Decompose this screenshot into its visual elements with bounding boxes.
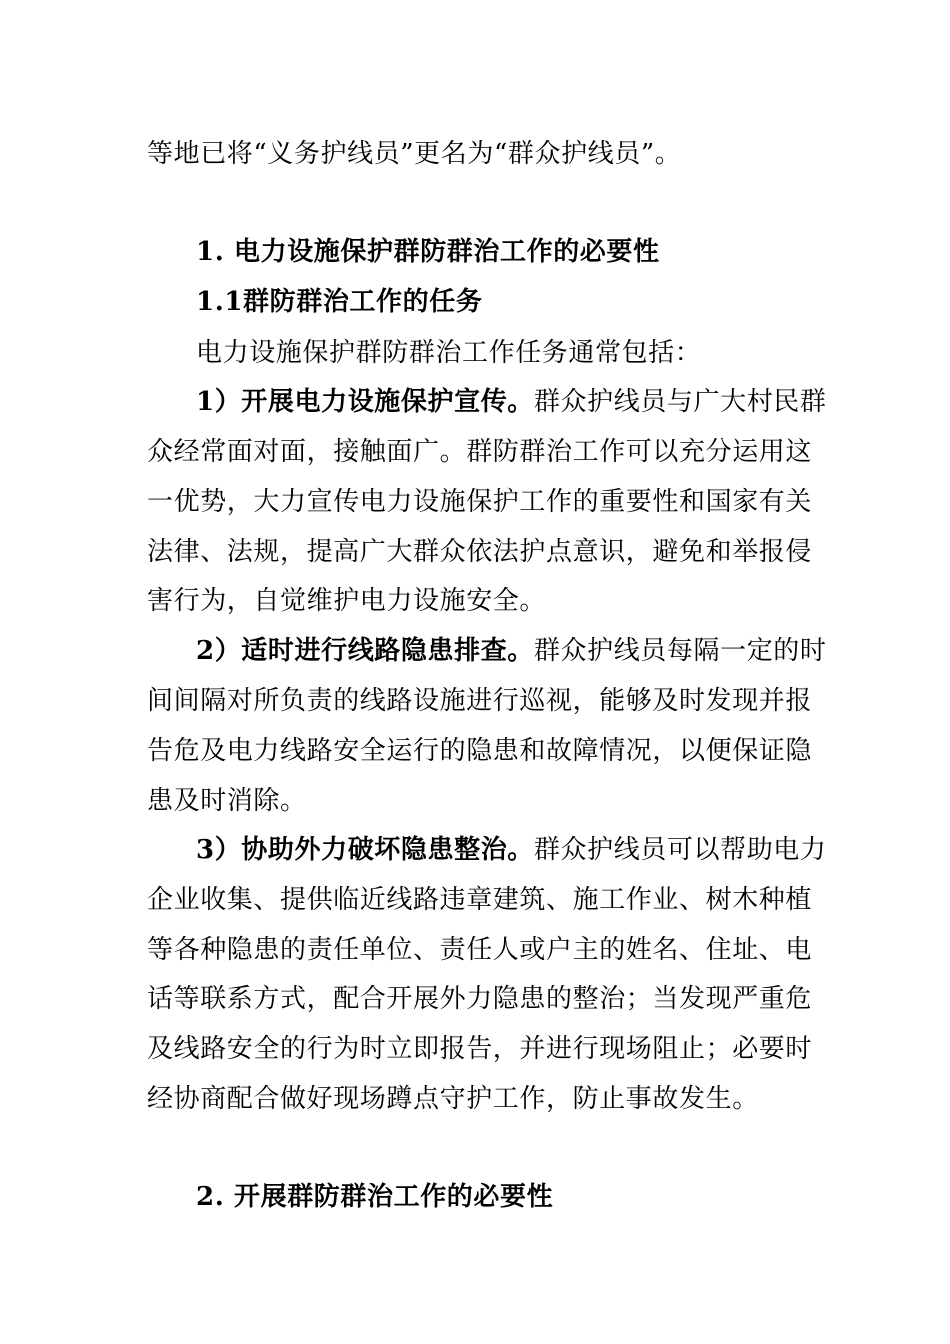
text-line: 等各种隐患的责任单位、责任人或户主的姓名、住址、电 — [147, 935, 813, 965]
subsection-heading-1-1: 1.1群防群治工作的任务 — [196, 287, 483, 317]
item-3-title: 3）协助外力破坏隐患整治。 — [196, 835, 534, 865]
text-line: 法律、法规，提高广大群众依法护点意识，避免和举报侵 — [147, 537, 813, 567]
text-line: 间间隔对所负责的线路设施进行巡视，能够及时发现并报 — [147, 686, 813, 716]
text-line: 告危及电力线路安全运行的隐患和故障情况，以便保证隐 — [147, 736, 813, 766]
section-heading-1: 1. 电力设施保护群防群治工作的必要性 — [196, 237, 660, 267]
item-1-first-line — [196, 385, 827, 419]
item-3-text: 群众护线员可以帮助电力 — [533, 835, 827, 865]
text-line: 等地已将“义务护线员”更名为“群众护线员”。 — [147, 139, 682, 169]
text-line: 经协商配合做好现场蹲点守护工作，防止事故发生。 — [147, 1084, 759, 1114]
item-1-title: 1）开展电力设施保护宣传。 — [196, 387, 534, 417]
text-line: 众经常面对面，接触面广。群防群治工作可以充分运用这 — [147, 437, 813, 467]
item-2-text: 群众护线员每隔一定的时 — [533, 636, 827, 666]
text-line: 话等联系方式，配合开展外力隐患的整治；当发现严重危 — [147, 984, 813, 1014]
text-line: 企业收集、提供临近线路违章建筑、施工作业、树木种植 — [147, 885, 813, 915]
section-heading-2: 2. 开展群防群治工作的必要性 — [196, 1182, 554, 1212]
item-1-text: 群众护线员与广大村民群 — [533, 387, 827, 417]
item-2-first-line — [196, 634, 827, 668]
intro-paragraph: 电力设施保护群防群治工作任务通常包括： — [196, 338, 702, 368]
text-line: 一优势，大力宣传电力设施保护工作的重要性和国家有关 — [147, 487, 813, 517]
item-2-title: 2）适时进行线路隐患排查。 — [196, 636, 534, 666]
text-line: 患及时消除。 — [147, 786, 307, 816]
item-3-first-line — [196, 833, 827, 867]
text-line: 害行为，自觉维护电力设施安全。 — [147, 586, 547, 616]
text-line: 及线路安全的行为时立即报告，并进行现场阻止；必要时 — [147, 1034, 813, 1064]
